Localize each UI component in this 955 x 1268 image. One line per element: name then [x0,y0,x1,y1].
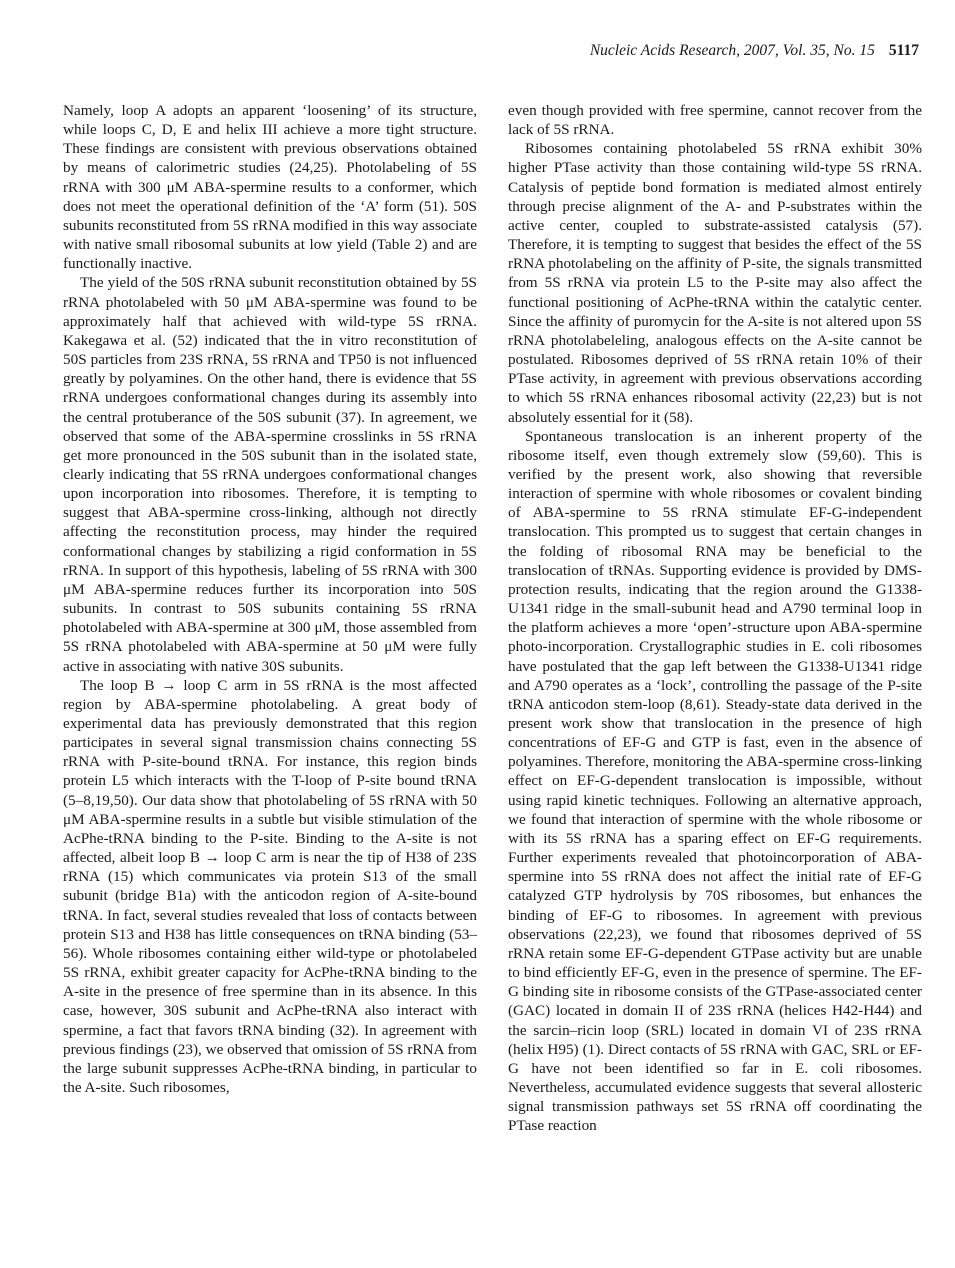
paragraph: Spontaneous translocation is an inherent property of the ribosome itself, even though extremely slow (59,60). This is verified by the present work, also showing that reversible interaction of spermine with whole ribosomes or covalent binding of ABA-spermine to 5S rRNA stimulate EF-G-independent translocation. This prompted us to suggest that certain changes in the folding of ribosomal RNA may be beneficial to the translocation of tRNAs. Supporting evidence is provided by DMS-protection results, indicating that the region around the G1338-U1341 ridge in the small-subunit head and A790 terminal loop in the platform achieves a more ‘open’-structure upon ABA-spermine photo-incorporation. Crystallographic studies in E. coli ribosomes have postulated that the gap left between the G1338-U1341 ridge and A790 operates as a ‘lock’, controlling the passage of the P-site tRNA anticodon stem-loop (8,61). Steady-state data derived in the present work show that translocation in the presence of high concentrations of EF-G and GTP is fast, even in the absence of polyamines. Therefore, monitoring the ABA-spermine cross-linking effect on EF-G-dependent translocation is impossible, without using rapid kinetic techniques. Following an alternative approach, we found that interaction of spermine with the whole ribosome or with its 5S rRNA has a sparing effect on EF-G requirements. Further experiments revealed that photoincorporation of ABA-spermine into 5S rRNA does not affect the initial rate of EF-G catalyzed GTP hydrolysis by 70S ribosomes, but enhances the binding of EF-G to ribosomes. In agreement with previous observations (22,23), we found that ribosomes deprived of 5S rRNA retain some EF-G-dependent GTPase activity but are unable to bind efficiently EF-G, even in the presence of spermine. The EF-G binding site in ribosome consists of the GTPase-associated center (GAC) located in domain II of 23S rRNA (helices H42-H44) and the sarcin–ricin loop (SRL) located in domain VI of 23S rRNA (helix H95) (1). Direct contacts of 5S rRNA with GAC, SRL or EF-G have not been identified so far in E. coli ribosomes. Nevertheless, accumulated evidence suggests that several allosteric signal transmission pathways set 5S rRNA off coordinating the PTase reaction [508,427,922,1135]
right-column [508,101,922,1135]
paragraph: Ribosomes containing photolabeled 5S rRNA exhibit 30% higher PTase activity than those containing wild-type 5S rRNA. Catalysis of peptide bond formation is mediated almost entirely through precise alignment of the A- and P-substrates within the active center, coupled to substrate-assisted catalysis (57). Therefore, it is tempting to suggest that besides the effect of the 5S rRNA photolabeling on the affinity of P-site, the signals transmitted from 5S rRNA via protein L5 to the P-site may also affect the functional positioning of AcPhe-tRNA within the catalytic center. Since the affinity of puromycin for the A-site is not altered upon 5S rRNA photolabeleling, analogous effects on the A-site cannot be postulated. Ribosomes deprived of 5S rRNA retain 10% of their PTase activity, in agreement with previous observations according to which 5S rRNA enhances ribosomal activity (22,23) but is not absolutely essential for it (58). [508,140,922,426]
journal-citation: Nucleic Acids Research, 2007, Vol. 35, No. 15 [589,42,875,59]
paragraph: The loop B → loop C arm in 5S rRNA is the most affected region by ABA-spermine photolabeling. A great body of experimental data has previously demonstrated that this region participates in several signal transmission chains connecting 5S rRNA with P-site-bound tRNA. For instance, this region binds protein L5 which interacts with the T-loop of P-site bound tRNA (5–8,19,50). Our data show that photolabeling of 5S rRNA with 50 μM ABA-spermine results in a subtle but visible stimulation of the AcPhe-tRNA binding to the P-site. Binding to the A-site is not affected, albeit loop B → loop C arm is near the tip of H38 of 23S rRNA (15) which communicates via protein S13 of the small subunit (bridge B1a) with the anticodon region of A-site-bound tRNA. In fact, several studies revealed that loss of contacts between protein S13 and H38 has little consequences on tRNA binding (53–56). Whole ribosomes containing either wild-type or photolabeled 5S rRNA, exhibit greater capacity for AcPhe-tRNA binding to the A-site in the presence of free spermine than in its absence. In this case, however, 30S subunit and AcPhe-tRNA also interact with spermine, a fact that favors tRNA binding (32). In agreement with previous findings (23), we observed that omission of 5S rRNA from the large subunit suppresses AcPhe-tRNA binding, in particular to the A-site. Such ribosomes, [63,676,477,1096]
left-column [63,101,477,1097]
running-header [590,42,919,60]
paragraph: even though provided with free spermine, cannot recover from the lack of 5S rRNA. [508,102,922,139]
page-number: 5117 [888,42,919,59]
paragraph: The yield of the 50S rRNA subunit reconstitution obtained by 5S rRNA photolabeled with 50 μM ABA-spermine was found to be approximately half that achieved with wild-type 5S rRNA. Kakegawa et al. (52) indicated that the in vitro reconstitution of 50S particles from 23S rRNA, 5S rRNA and TP50 is not influenced greatly by polyamines. On the other hand, there is evidence that 5S rRNA undergoes conformational changes during its assembly into the central protuberance of the 50S subunit (37). In agreement, we observed that some of the ABA-spermine crosslinks in 5S rRNA get more pronounced in the 50S subunit than in the isolated state, clearly indicating that 5S rRNA undergoes conformational changes upon incorporation into ribosomes. Therefore, it is tempting to suggest that ABA-spermine cross-linking, although not directly affecting the reconstitution process, may hinder the required conformational changes by stabilizing a rigid conformation in 5S rRNA. In support of this hypothesis, labeling of 5S rRNA with 300 μM ABA-spermine reduces further its incorporation into 50S subunits. In contrast to 50S subunits containing 5S rRNA photolabeled with ABA-spermine at 300 μM, those assembled from 5S rRNA photolabeled with ABA-spermine at 50 μM were fully active in associating with native 30S subunits. [63,274,477,675]
paragraph: Namely, loop A adopts an apparent ‘loosening’ of its structure, while loops C, D, E and helix III achieve a more tight structure. These findings are consistent with previous observations obtained by means of calorimetric studies (24,25). Photolabeling of 5S rRNA with 300 μM ABA-spermine results to a conformer, which does not meet the operational definition of the ‘A’ form (51). 50S subunits reconstituted from 5S rRNA modified in this way associate with native small ribosomal subunits at low yield (Table 2) and are functionally inactive. [63,102,477,273]
